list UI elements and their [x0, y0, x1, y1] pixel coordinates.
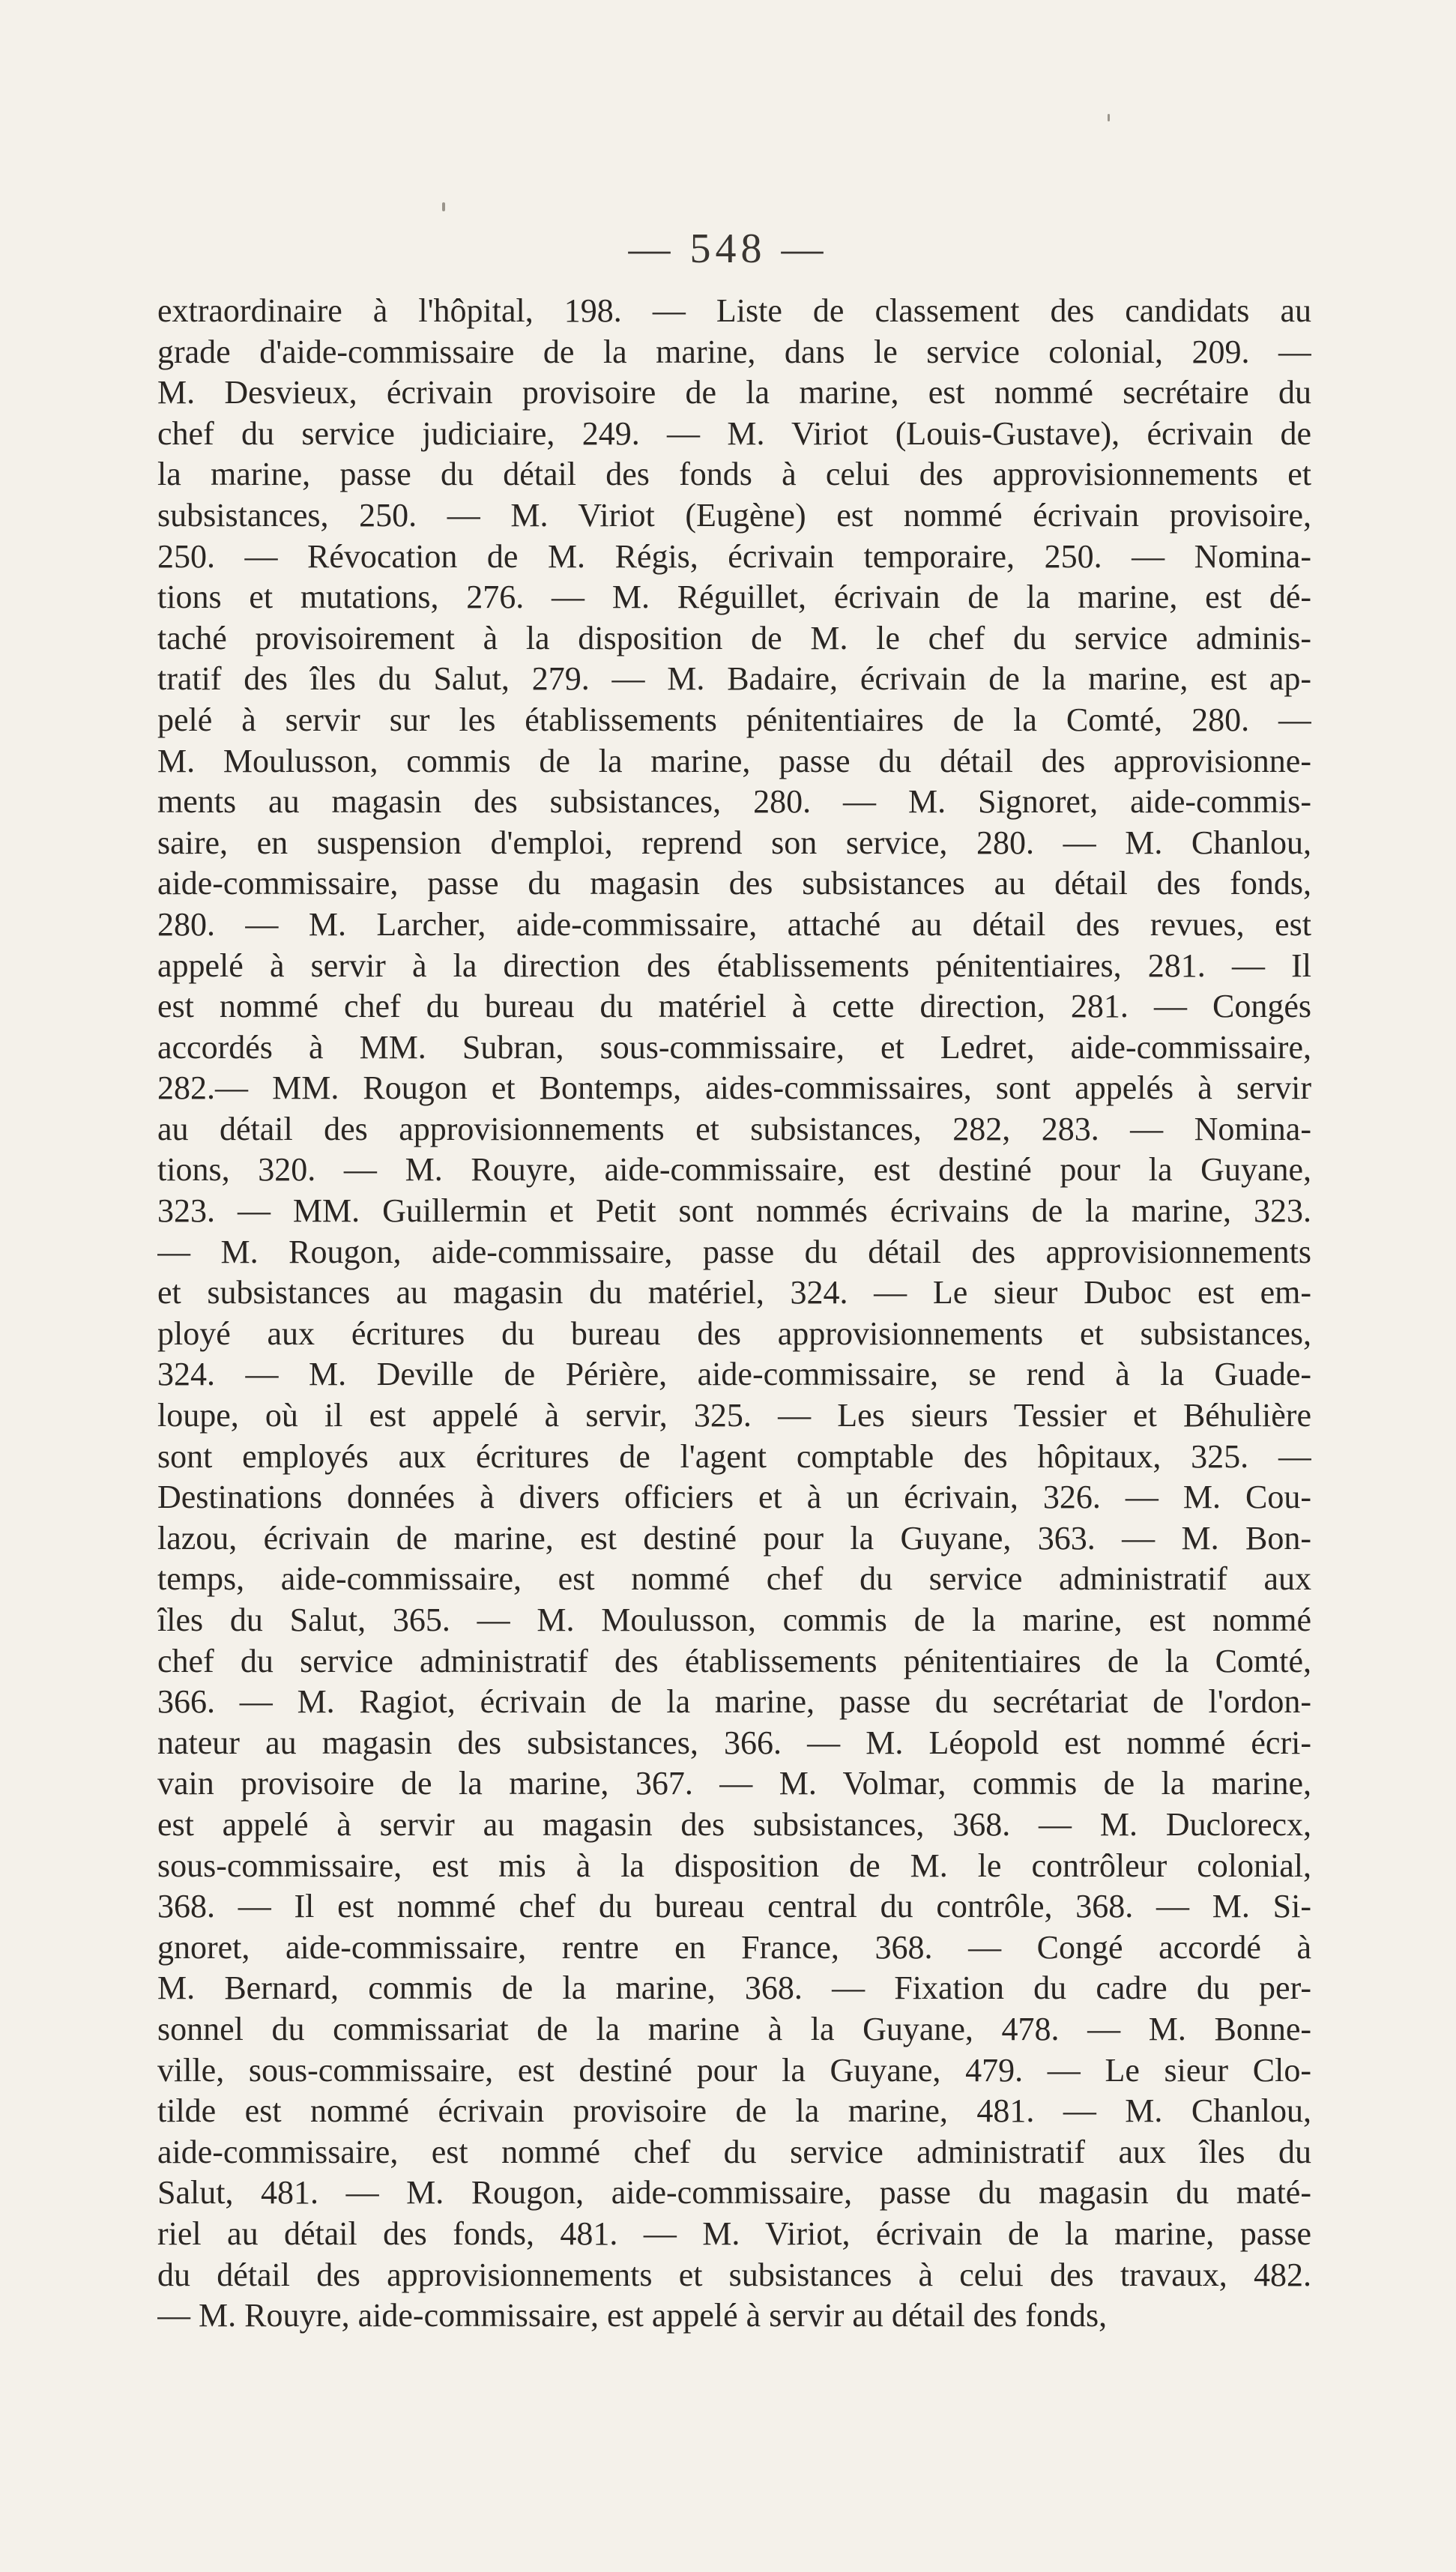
- text-line: 366. — M. Ragiot, écrivain de la marine, passe du secrétariat de l'ordon-: [157, 1683, 1311, 1721]
- text-line: aide-commissaire, passe du magasin des subsistances au détail des fonds,: [157, 865, 1311, 902]
- text-line: grade d'aide-commissaire de la marine, dans le service colonial, 209. —: [157, 333, 1311, 370]
- text-line: au détail des approvisionnements et subsistances, 282, 283. — Nomina-: [157, 1110, 1311, 1147]
- text-line: gnoret, aide-commissaire, rentre en France, 368. — Congé accordé à: [157, 1928, 1311, 1966]
- text-line: 324. — M. Deville de Périère, aide-commissaire, se rend à la Guade-: [157, 1356, 1311, 1393]
- text-line: tions, 320. — M. Rouyre, aide-commissaire, est destiné pour la Guyane,: [157, 1151, 1311, 1189]
- paper-speck: [442, 202, 445, 211]
- text-line: accordés à MM. Subran, sous-commissaire, et Ledret, aide-commissaire,: [157, 1028, 1311, 1066]
- text-line: sont employés aux écritures de l'agent comptable des hôpitaux, 325. —: [157, 1437, 1311, 1475]
- text-line: M. Desvieux, écrivain provisoire de la marine, est nommé secrétaire du: [157, 374, 1311, 411]
- paper-speck: [1108, 114, 1110, 121]
- text-line: 368. — Il est nommé chef du bureau central du contrôle, 368. — M. Si-: [157, 1888, 1311, 1925]
- text-line: subsistances, 250. — M. Viriot (Eugène) est nommé écrivain provisoire,: [157, 496, 1311, 534]
- text-line: la marine, passe du détail des fonds à celui des approvisionnements et: [157, 456, 1311, 493]
- text-line: 280. — M. Larcher, aide-commissaire, attaché au détail des revues, est: [157, 905, 1311, 943]
- text-line: temps, aide-commissaire, est nommé chef du service administratif aux: [157, 1560, 1311, 1598]
- text-line: — M. Rouyre, aide-commissaire, est appelé à servir au détail des fonds,: [157, 2297, 1108, 2334]
- text-line: 250. — Révocation de M. Régis, écrivain temporaire, 250. — Nomina-: [157, 537, 1311, 575]
- text-line: sonnel du commissariat de la marine à la Guyane, 478. — M. Bonne-: [157, 2010, 1311, 2047]
- text-line: M. Moulusson, commis de la marine, passe du détail des approvisionne-: [157, 742, 1311, 779]
- body-text: [157, 291, 1311, 2337]
- text-line: appelé à servir à la direction des établissements pénitentiaires, 281. — Il: [157, 947, 1311, 984]
- text-line: ville, sous-commissaire, est destiné pour la Guyane, 479. — Le sieur Clo-: [157, 2051, 1311, 2089]
- text-line: tilde est nommé écrivain provisoire de la marine, 481. — M. Chanlou,: [157, 2092, 1311, 2130]
- text-line: — M. Rougon, aide-commissaire, passe du détail des approvisionnements: [157, 1233, 1311, 1270]
- text-line: sous-commissaire, est mis à la disposition de M. le contrôleur colonial,: [157, 1847, 1311, 1884]
- text-line: nateur au magasin des subsistances, 366. — M. Léopold est nommé écri-: [157, 1724, 1311, 1761]
- page-number-header: — 548 —: [628, 226, 828, 272]
- text-line: 323. — MM. Guillermin et Petit sont nommés écrivains de la marine, 323.: [157, 1192, 1311, 1230]
- text-line: et subsistances au magasin du matériel, 324. — Le sieur Duboc est em-: [157, 1274, 1311, 1311]
- text-line: est nommé chef du bureau du matériel à cette direction, 281. — Congés: [157, 988, 1311, 1025]
- text-line: M. Bernard, commis de la marine, 368. — Fixation du cadre du per-: [157, 1969, 1311, 2007]
- text-line: loupe, où il est appelé à servir, 325. — Les sieurs Tessier et Béhulière: [157, 1397, 1311, 1434]
- text-line: îles du Salut, 365. — M. Moulusson, commis de la marine, est nommé: [157, 1602, 1311, 1638]
- text-line: ployé aux écritures du bureau des approvisionnements et subsistances,: [157, 1314, 1311, 1352]
- text-line: riel au détail des fonds, 481. — M. Viriot, écrivain de la marine, passe: [157, 2215, 1311, 2252]
- text-line: tions et mutations, 276. — M. Réguillet, écrivain de la marine, est dé-: [157, 579, 1311, 616]
- text-line: extraordinaire à l'hôpital, 198. — Liste de classement des candidats au: [157, 292, 1311, 329]
- text-line: vain provisoire de la marine, 367. — M. Volmar, commis de la marine,: [157, 1765, 1311, 1802]
- text-line: taché provisoirement à la disposition de M. le chef du service adminis-: [157, 619, 1311, 656]
- text-line: pelé à servir sur les établissements pénitentiaires de la Comté, 280. —: [157, 701, 1311, 738]
- text-line: 282.— MM. Rougon et Bontemps, aides-commissaires, sont appelés à servir: [157, 1069, 1311, 1107]
- text-line: du détail des approvisionnements et subsistances à celui des travaux, 482.: [157, 2256, 1311, 2293]
- text-line: ments au magasin des subsistances, 280. — M. Signoret, aide-commis-: [157, 783, 1311, 821]
- text-line: saire, en suspension d'emploi, reprend son service, 280. — M. Chanlou,: [157, 824, 1311, 861]
- text-line: chef du service judiciaire, 249. — M. Viriot (Louis-Gustave), écrivain de: [157, 414, 1311, 452]
- text-line: aide-commissaire, est nommé chef du service administratif aux îles du: [157, 2133, 1311, 2170]
- text-line: est appelé à servir au magasin des subsistances, 368. — M. Duclorecx,: [157, 1805, 1311, 1843]
- text-line: Destinations données à divers officiers et à un écrivain, 326. — M. Cou-: [157, 1479, 1311, 1516]
- text-line: chef du service administratif des établissements pénitentiaires de la Comté,: [157, 1642, 1311, 1679]
- text-line: Salut, 481. — M. Rougon, aide-commissaire, passe du magasin du maté-: [157, 2174, 1311, 2212]
- text-line: lazou, écrivain de marine, est destiné pour la Guyane, 363. — M. Bon-: [157, 1519, 1311, 1557]
- text-line: tratif des îles du Salut, 279. — M. Badaire, écrivain de la marine, est ap-: [157, 660, 1311, 698]
